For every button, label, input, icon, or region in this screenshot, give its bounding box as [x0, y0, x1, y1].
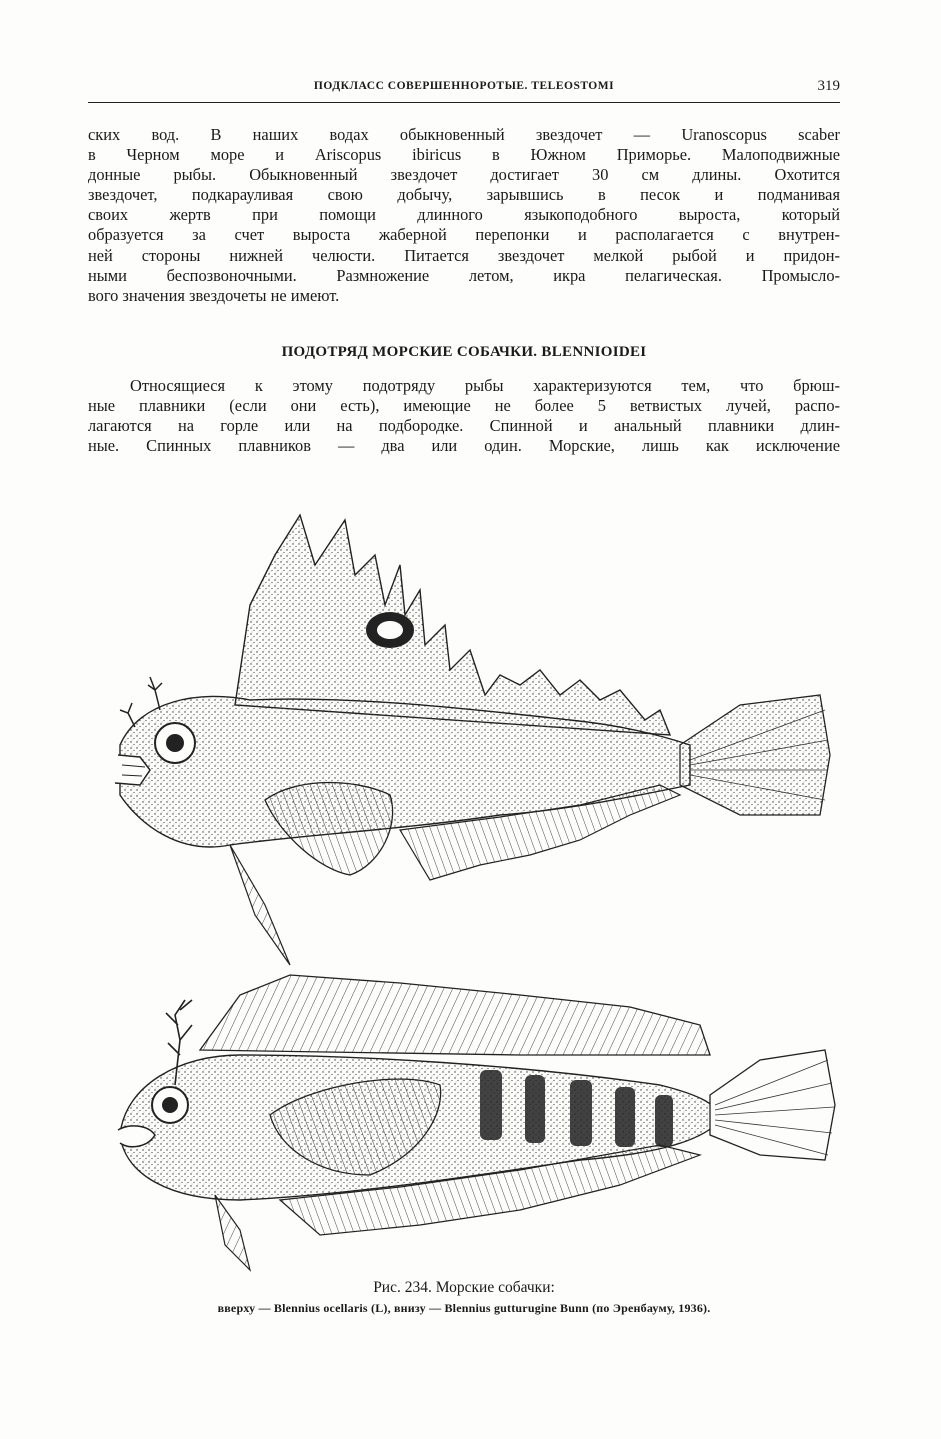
text-line: ные. Спинных плавников — два или один. Морские, лишь как исключение — [88, 436, 840, 456]
paragraph-blennioidei — [88, 376, 840, 456]
header-rule — [88, 102, 840, 103]
text-line: образуется за счет выроста жаберной перепонки и располагается с внутрен- — [88, 225, 840, 245]
text-line: своих жертв при помощи длинного языкоподобного выроста, который — [88, 205, 840, 225]
upper-fish-tentacle — [148, 677, 162, 710]
text-line: лагаются на горле или на подбородке. Спинной и анальный плавники длин- — [88, 416, 840, 436]
paragraph-stargazer — [88, 125, 840, 306]
lower-fish-illustration — [118, 975, 835, 1270]
upper-fish-pelvic-fin — [230, 845, 290, 965]
running-head — [88, 78, 840, 102]
text-line: ными беспозвоночными. Размножение летом, икра пелагическая. Промысло- — [88, 265, 840, 285]
lower-fish-dorsal-fin — [200, 975, 710, 1055]
text-line: звездочет, подкарауливая свою добычу, зарывшись в песок и подманивая — [88, 185, 840, 205]
text-line: ских вод. В наших водах обыкновенный звездочет — Uranoscopus scaber — [88, 125, 840, 144]
figure-caption-title: Рис. 234. Морские собачки: — [373, 1279, 555, 1296]
text-line: в Черном море и Ariscopus ibiricus в Южном Приморье. Малоподвижные — [88, 145, 840, 165]
text-line: Относящиеся к этому подотряду рыбы характеризуются тем, что брюш- — [130, 376, 840, 395]
text-line: ные плавники (если они есть), имеющие не более 5 ветвистых лучей, распо- — [88, 396, 840, 416]
lower-fish-pelvic-fin — [215, 1195, 250, 1270]
text-line: ней стороны нижней челюсти. Питается звездочет мелкой рыбой и придон- — [88, 245, 840, 265]
page-number: 319 — [817, 78, 840, 94]
upper-fish-pectoral-fin — [265, 783, 393, 876]
figure-blennies — [100, 495, 840, 1275]
figure-caption-detail: вверху — Blennius ocellaris (L), внизу — Blennius gutturugine Bunn (по Эренбауму, 1936). — [217, 1301, 711, 1315]
lower-fish-tail — [710, 1050, 835, 1160]
text-line: донные рыбы. Обыкновенный звездочет достигает 30 см длины. Охотится — [88, 165, 840, 185]
running-title: ПОДКЛАСС СОВЕРШЕННОРОТЫЕ. TELEOSTOMI — [313, 80, 615, 92]
text-line: вого значения звездочеты не имеют. — [88, 285, 340, 305]
section-heading: ПОДОТРЯД МОРСКИЕ СОБАЧКИ. BLENNIOIDEI — [281, 344, 647, 360]
upper-fish-illustration — [115, 515, 830, 965]
